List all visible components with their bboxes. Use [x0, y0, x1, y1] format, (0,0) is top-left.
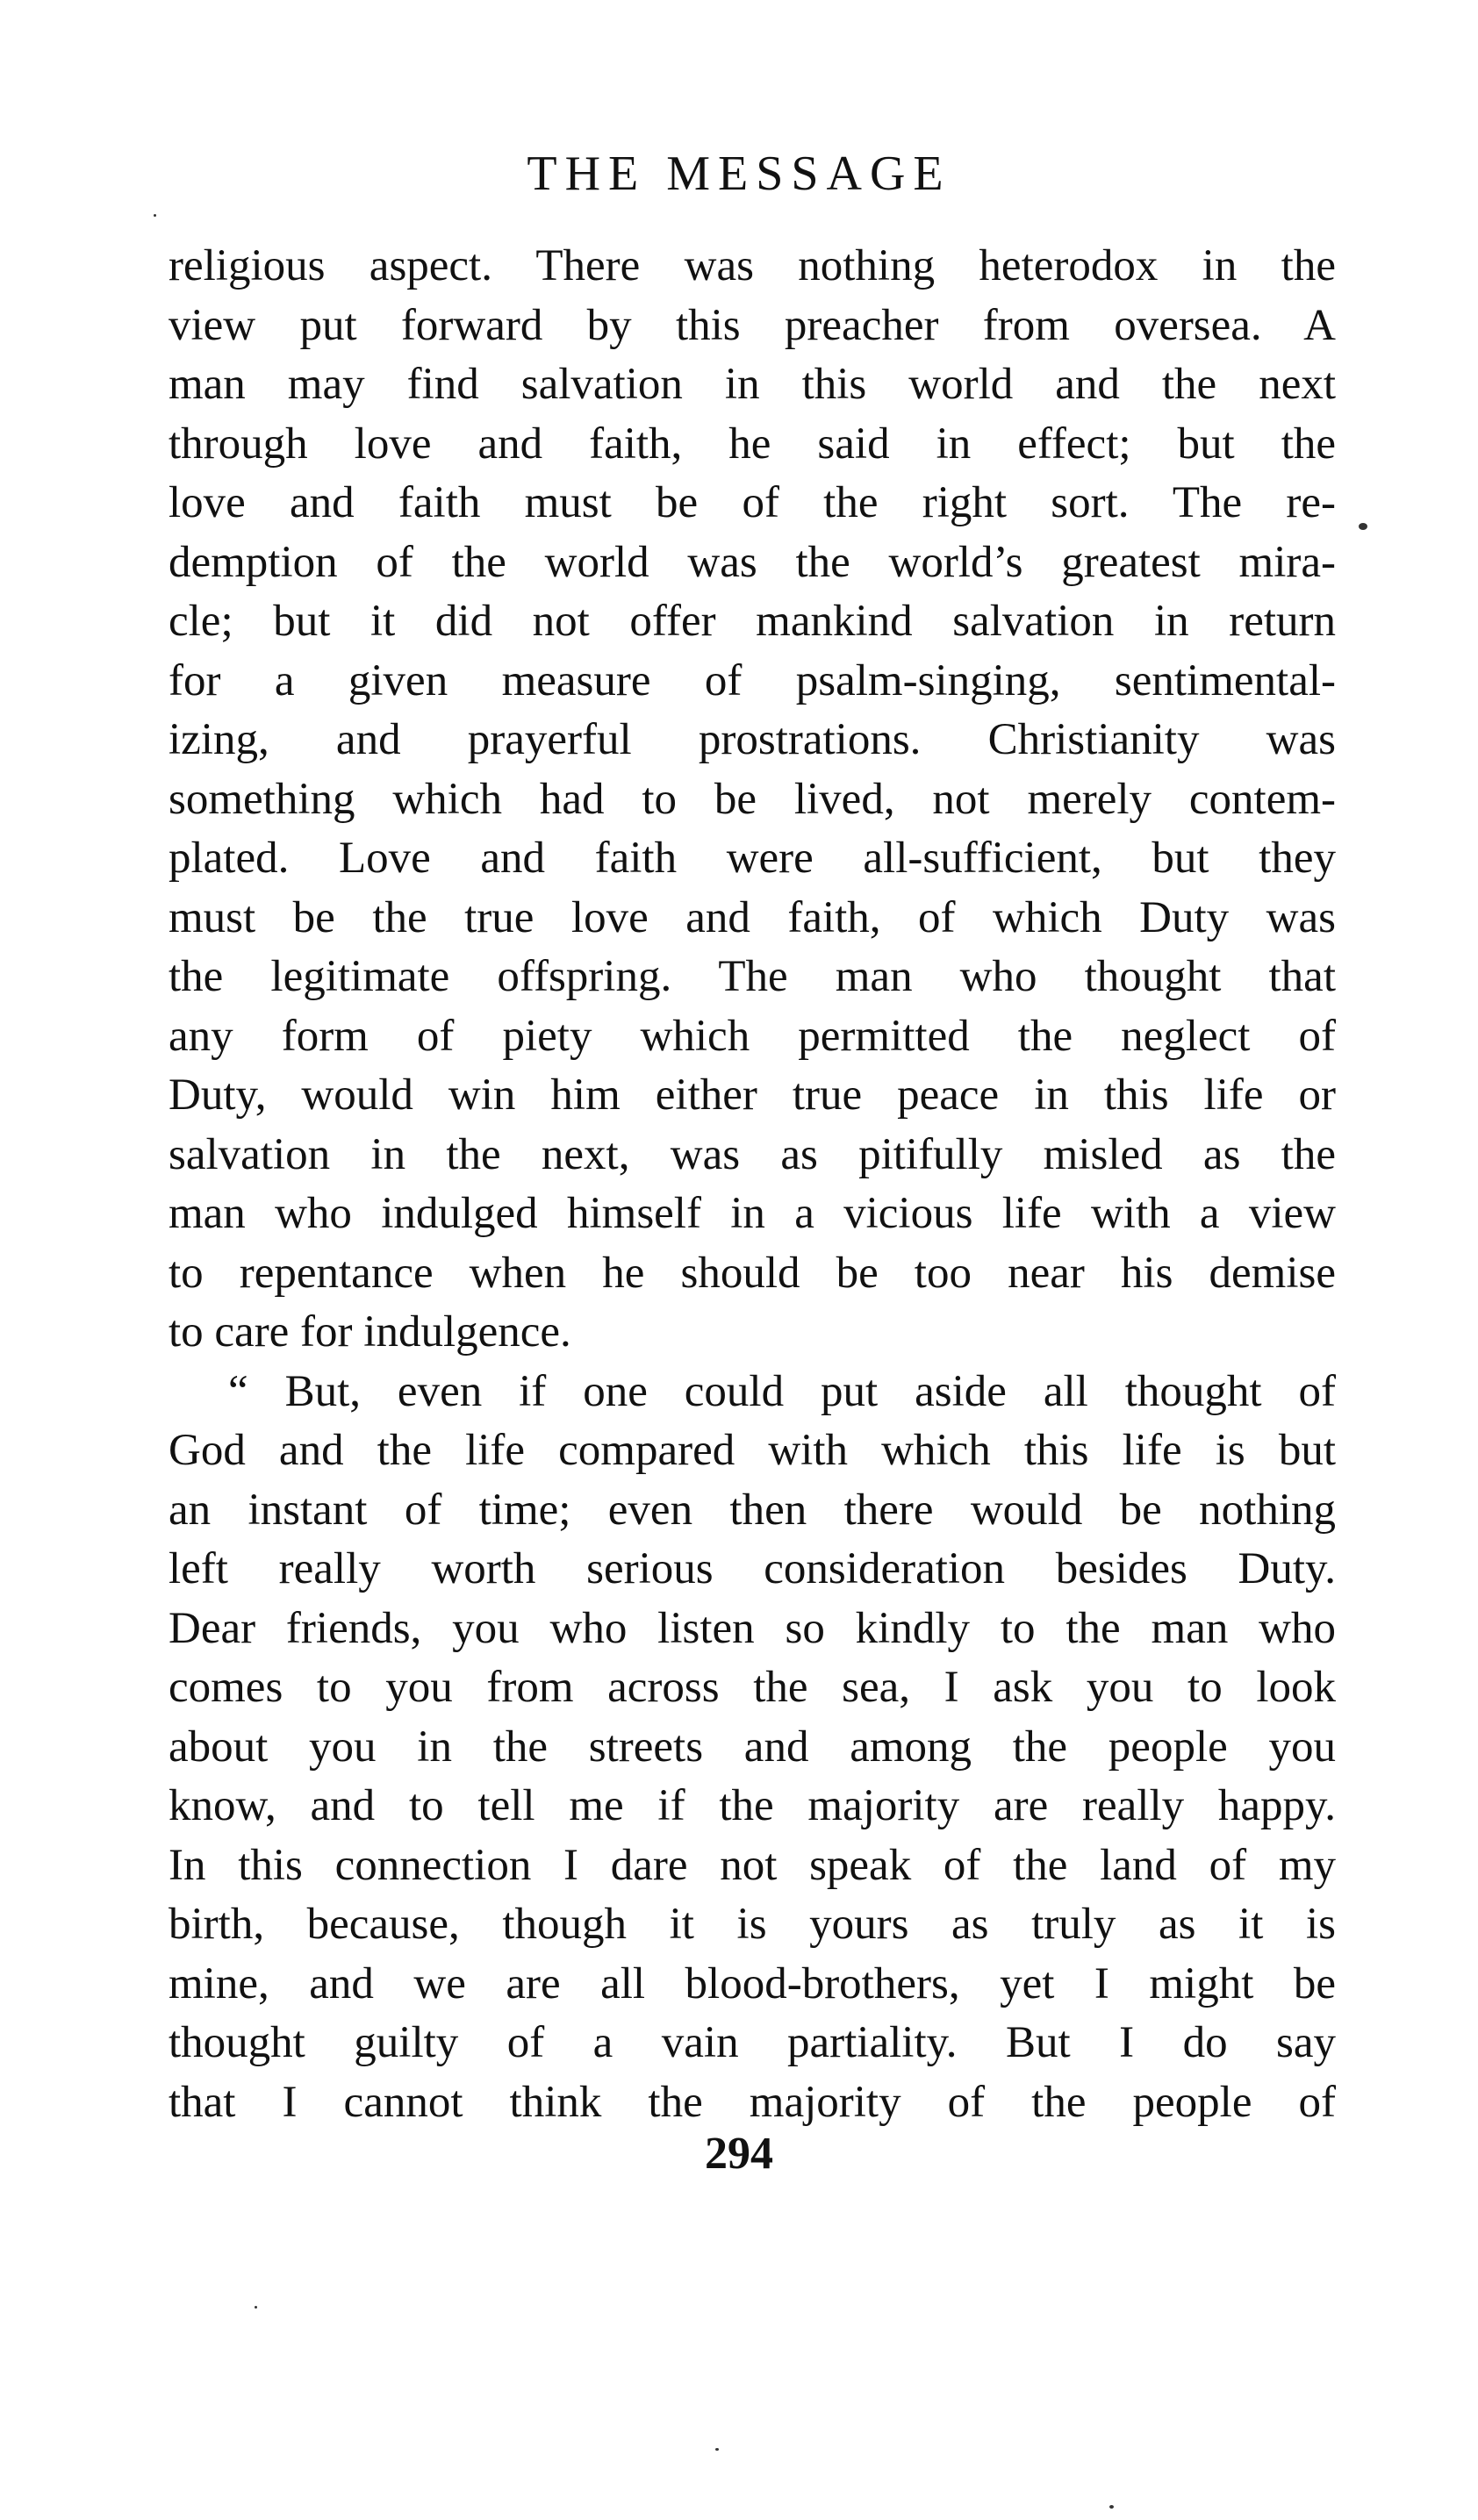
text-line: something which had to be lived, not merely contem-: [169, 774, 1336, 824]
text-line: love and faith must be of the right sort. The re-: [169, 478, 1336, 527]
text-line: to repentance when he should be too near his demise: [169, 1248, 1336, 1298]
text-line: man who indulged himself in a vicious life with a view: [169, 1189, 1336, 1238]
text-line: religious aspect. There was nothing heterodox in the: [169, 241, 1336, 290]
text-line: any form of piety which permitted the neglect of: [169, 1011, 1336, 1061]
text-line: to care for indulgence.: [169, 1307, 571, 1357]
text-line: izing, and prayerful prostrations. Christianity was: [169, 715, 1336, 764]
text-line: mine, and we are all blood-brothers, yet I might be: [169, 1958, 1336, 2008]
text-line: that I cannot think the majority of the people of: [169, 2077, 1336, 2127]
body-text: [169, 237, 1336, 2132]
text-line: through love and faith, he said in effect; but the: [169, 419, 1336, 469]
text-line: an instant of time; even then there would be nothing: [169, 1485, 1336, 1535]
text-line: salvation in the next, was as pitifully misled as the: [169, 1129, 1336, 1179]
text-line: Duty, would win him either true peace in this life or: [169, 1070, 1336, 1120]
text-line: view put forward by this preacher from oversea. A: [169, 300, 1336, 350]
text-line: know, and to tell me if the majority are really happy.: [169, 1781, 1336, 1830]
text-line: comes to you from across the sea, I ask you to look: [169, 1663, 1336, 1712]
print-speck: [715, 2448, 719, 2451]
text-line: demption of the world was the world’s greatest mira-: [169, 537, 1336, 587]
text-line: cle; but it did not offer mankind salvation in return: [169, 597, 1336, 646]
text-line: left really worth serious consideration besides Duty.: [169, 1544, 1336, 1593]
text-line: for a given measure of psalm-singing, sentimental-: [169, 655, 1336, 705]
text-line: about you in the streets and among the people you: [169, 1722, 1336, 1772]
text-line: God and the life compared with which this life is but: [169, 1426, 1336, 1475]
text-line: “ But, even if one could put aside all thought of: [228, 1366, 1336, 1416]
print-speck: [1359, 523, 1367, 530]
text-line: the legitimate offspring. The man who thought that: [169, 952, 1336, 1001]
paragraph-2: [169, 1363, 1336, 2133]
print-speck: [255, 2306, 257, 2309]
print-speck: [154, 214, 156, 217]
print-speck: [1109, 2505, 1114, 2509]
text-line: Dear friends, you who listen so kindly to the man who: [169, 1603, 1336, 1653]
text-line: birth, because, though it is yours as truly as it is: [169, 1900, 1336, 1949]
text-line: In this connection I dare not speak of the land of my: [169, 1840, 1336, 1890]
paragraph-1: [169, 237, 1336, 1363]
text-line: man may find salvation in this world and the next: [169, 360, 1336, 409]
text-line: plated. Love and faith were all-sufficient, but they: [169, 834, 1336, 883]
text-line: must be the true love and faith, of which Duty was: [169, 892, 1336, 942]
running-header: THE MESSAGE: [527, 147, 951, 201]
page-number: 294: [705, 2129, 773, 2179]
text-line: thought guilty of a vain partiality. But I do say: [169, 2018, 1336, 2067]
